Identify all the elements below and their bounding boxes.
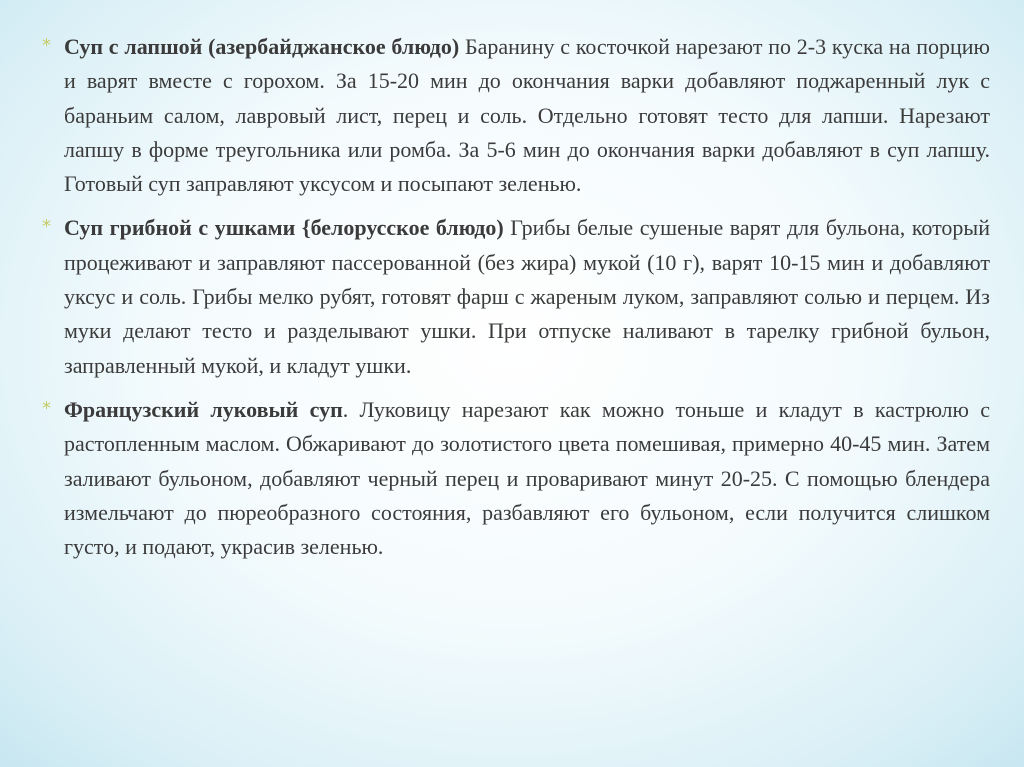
recipe-text: Грибы белые сушеные варят для бульона, который процеживают и заправляют пассерованной (без жира) мукой (10 г), варят 10-15 мин и добавляют уксус и соль. Грибы мелко рубят, готовят фарш с жареным луком, заправляют солью и перцем. Из муки делают тесто и разделывают ушки. При отпуске наливают в тарелку грибной бульон, заправленный мукой, и кладут ушки. [64,215,990,378]
recipe-text: . Луковицу нарезают как можно тоньше и кладут в кастрюлю с растопленным маслом. Обжаривают до золотистого цвета помешивая, примерно 40-45 мин. Затем заливают бульоном, добавляют черный перец и проваривают минут 20-25. С помощью блендера измельчают до пюреобразного состояния, разбавляют его бульоном, если получится слишком густо, и подают, украсив зеленью. [64,396,990,560]
recipe-item-mushroom-soup [42,211,990,382]
recipe-text: Баранину с косточкой нарезают по 2-3 куска на порцию и варят вместе с горохом. За 15-20 мин до окончания варки добавляют поджаренный лук с бараньим салом, лавровый лист, перец и соль. Отдельно готовят тесто для лапши. Нарезают лапшу в форме треугольника или ромба. За 5-6 мин до окончания варки добавляют в суп лапшу. Готовый суп заправляют уксусом и посыпают зеленью. [64,34,990,197]
recipe-title: Суп с лапшой (азербайджанское блюдо) [64,34,460,59]
recipe-item-noodle-soup [42,30,990,201]
recipe-title: Французский луковый суп [64,396,343,422]
recipe-paragraph [64,211,990,382]
bullet-asterisk-icon: * [42,216,51,238]
bullet-asterisk-icon: * [42,35,51,56]
recipe-title: Суп грибной с ушками {белорусское блюдо) [64,215,504,241]
recipe-paragraph [64,30,990,201]
recipe-list [42,30,990,574]
recipe-item-onion-soup [42,393,990,564]
bullet-asterisk-icon: * [42,397,51,419]
recipe-paragraph [64,393,990,564]
